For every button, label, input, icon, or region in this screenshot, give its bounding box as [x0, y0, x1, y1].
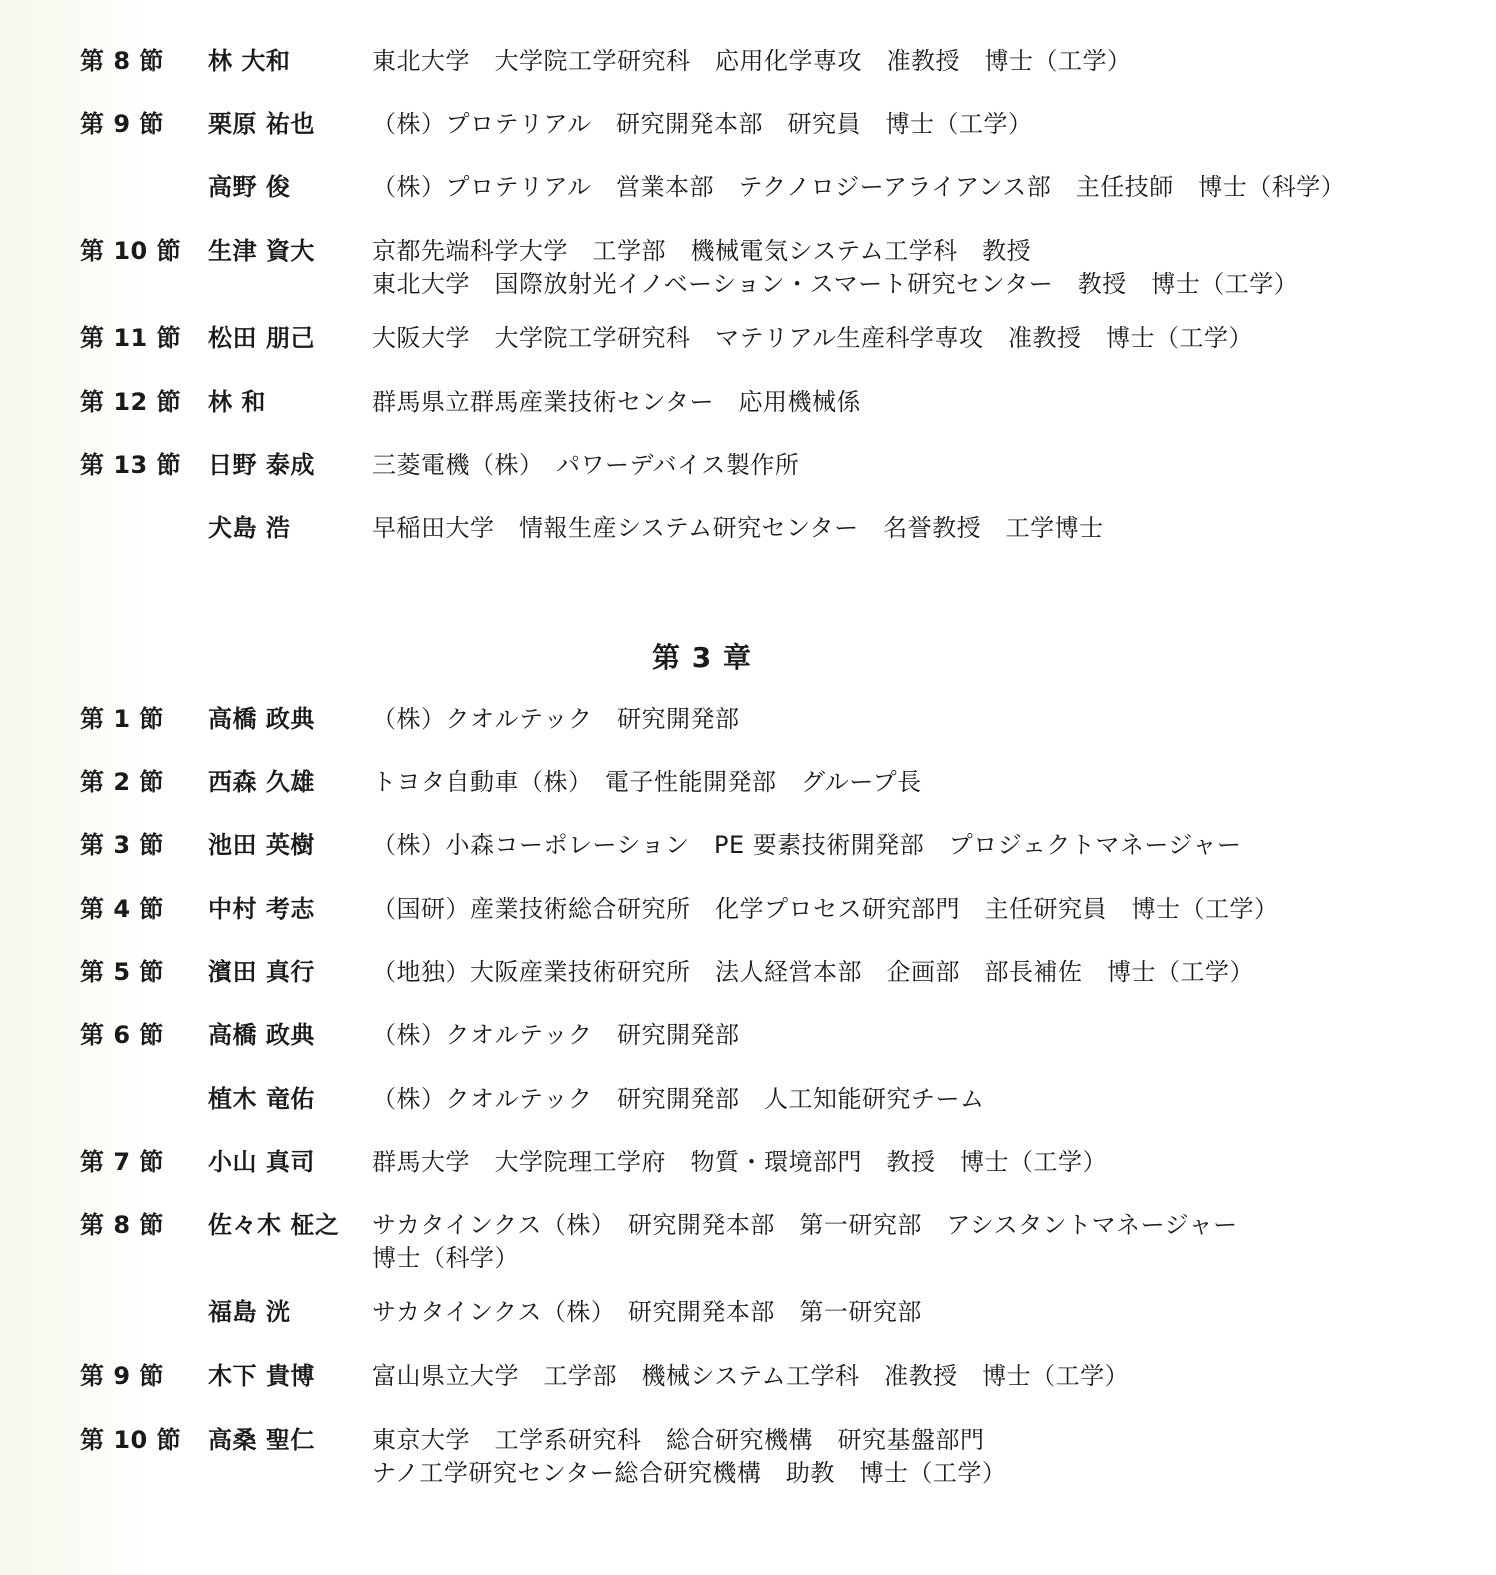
section-label: 第 4 節: [80, 895, 164, 923]
author-name: 植木 竜佑: [208, 1085, 315, 1113]
author-affiliation: 富山県立大学 工学部 機械システム工学科 准教授 博士（工学）: [372, 1362, 1130, 1390]
section-label: 第 10 節: [80, 1426, 182, 1454]
section-label: 第 9 節: [80, 110, 164, 138]
author-name: 高桑 聖仁: [208, 1426, 315, 1454]
author-name: 佐々木 柾之: [208, 1211, 340, 1239]
author-affiliation: （株）クオルテック 研究開発部: [372, 705, 740, 733]
section-label: 第 1 節: [80, 705, 164, 733]
author-affiliation: サカタインクス（株） 研究開発本部 第一研究部 アシスタントマネージャー 博士（科学）: [372, 1211, 1238, 1272]
author-affiliation: サカタインクス（株） 研究開発本部 第一研究部: [372, 1298, 922, 1326]
author-affiliation: 京都先端科学大学 工学部 機械電気システム工学科 教授 東北大学 国際放射光イノベーション・スマート研究センター 教授 博士（工学）: [372, 237, 1299, 298]
author-name: 小山 真司: [208, 1148, 315, 1176]
author-name: 高橋 政典: [208, 1021, 315, 1049]
author-name: 松田 朋己: [208, 324, 315, 352]
section-label: 第 11 節: [80, 324, 182, 352]
author-name: 福島 洸: [208, 1298, 291, 1326]
author-name: 池田 英樹: [208, 831, 315, 859]
section-label: 第 13 節: [80, 451, 182, 479]
author-affiliation: （株）小森コーポレーション PE 要素技術開発部 プロジェクトマネージャー: [372, 831, 1242, 859]
author-affiliation: 大阪大学 大学院工学研究科 マテリアル生産科学専攻 准教授 博士（工学）: [372, 324, 1254, 352]
section-label: 第 9 節: [80, 1362, 164, 1390]
author-affiliation: （国研）産業技術総合研究所 化学プロセス研究部門 主任研究員 博士（工学）: [372, 895, 1279, 923]
author-affiliation: （株）クオルテック 研究開発部 人工知能研究チーム: [372, 1085, 985, 1113]
author-affiliation: （株）プロテリアル 研究開発本部 研究員 博士（工学）: [372, 110, 1033, 138]
section-label: 第 2 節: [80, 768, 164, 796]
author-name: 木下 貴博: [208, 1362, 315, 1390]
author-name: 西森 久雄: [208, 768, 315, 796]
author-name: 林 大和: [208, 47, 291, 75]
author-affiliation: 群馬大学 大学院理工学府 物質・環境部門 教授 博士（工学）: [372, 1148, 1107, 1176]
author-affiliation: （地独）大阪産業技術研究所 法人経営本部 企画部 部長補佐 博士（工学）: [372, 958, 1254, 986]
author-name: 林 和: [208, 388, 266, 416]
author-affiliation: 早稲田大学 情報生産システム研究センター 名誉教授 工学博士: [372, 514, 1104, 542]
author-affiliation: 三菱電機（株） パワーデバイス製作所: [372, 451, 800, 479]
author-affiliation: 東京大学 工学系研究科 総合研究機構 研究基盤部門 ナノ工学研究センター総合研究機構 助教 博士（工学）: [372, 1426, 1007, 1487]
author-affiliation: （株）クオルテック 研究開発部: [372, 1021, 740, 1049]
author-name: 日野 泰成: [208, 451, 315, 479]
section-label: 第 10 節: [80, 237, 182, 265]
author-affiliation: 群馬県立群馬産業技術センター 応用機械係: [372, 388, 862, 416]
author-affiliation: 東北大学 大学院工学研究科 応用化学専攻 准教授 博士（工学）: [372, 47, 1132, 75]
section-label: 第 8 節: [80, 1211, 164, 1239]
section-label: 第 3 節: [80, 831, 164, 859]
author-affiliation: （株）プロテリアル 営業本部 テクノロジーアライアンス部 主任技師 博士（科学）: [372, 173, 1346, 201]
author-name: 高野 俊: [208, 173, 291, 201]
author-name: 中村 考志: [208, 895, 315, 923]
section-label: 第 7 節: [80, 1148, 164, 1176]
chapter-heading: 第 3 章: [652, 641, 752, 674]
section-label: 第 5 節: [80, 958, 164, 986]
section-label: 第 12 節: [80, 388, 182, 416]
author-name: 高橋 政典: [208, 705, 315, 733]
author-name: 犬島 浩: [208, 514, 291, 542]
author-affiliation: トヨタ自動車（株） 電子性能開発部 グループ長: [372, 768, 922, 796]
author-name: 生津 資大: [208, 237, 315, 265]
section-label: 第 6 節: [80, 1021, 164, 1049]
section-label: 第 8 節: [80, 47, 164, 75]
author-name: 栗原 祐也: [208, 110, 315, 138]
author-name: 濱田 真行: [208, 958, 315, 986]
